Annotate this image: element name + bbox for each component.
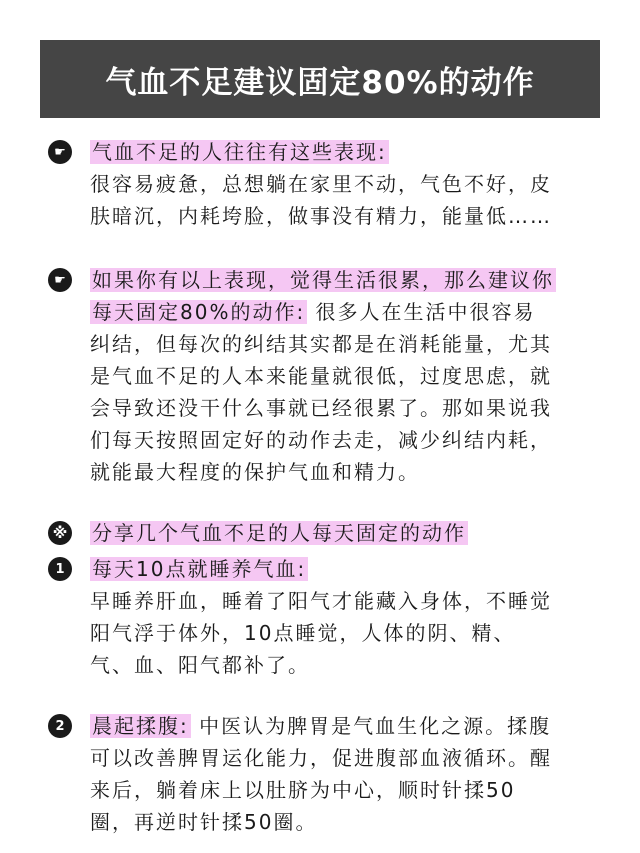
item2-line: 圈，再逆时针揉50圈。 (90, 810, 318, 834)
item1-line: 早睡养肝血，睡着了阳气才能藏入身体，不睡觉 (90, 589, 552, 613)
item2-line (90, 710, 551, 742)
pointing-hand-icon: ☛ (48, 268, 72, 292)
item2-line: 可以改善脾胃运化能力，促进腹部血液循环。醒 (90, 746, 552, 770)
section2-line: 纠结，但每次的纠结其实都是在消耗能量，尤其 (90, 332, 552, 356)
section2-line (90, 296, 536, 328)
title-banner (40, 40, 600, 118)
section2-line: 会导致还没干什么事就已经很累了。那如果说我 (90, 396, 552, 420)
number-2-icon: 2 (48, 714, 72, 738)
section2-heading-highlight: 每天固定80%的动作: (92, 300, 306, 324)
section1-heading-highlight: 气血不足的人往往有这些表现: (92, 140, 387, 164)
item1-line: 气、血、阳气都补了。 (90, 653, 310, 677)
item2-line-text: 中医认为脾胃是气血生化之源。揉腹 (190, 714, 552, 738)
section2-line-text: 很多人在生活中很容易 (307, 300, 536, 324)
item1-heading-highlight: 每天10点就睡养气血: (92, 557, 307, 581)
page-title: 气血不足建议固定80%的动作 (105, 64, 535, 101)
section3-heading-highlight: 分享几个气血不足的人每天固定的动作 (92, 521, 466, 545)
pointing-hand-icon: ☛ (48, 140, 72, 164)
section2-heading-line1 (90, 264, 556, 296)
section2-line: 们每天按照固定好的动作去走，减少纠结内耗， (90, 428, 552, 452)
section2-line: 是气血不足的人本来能量就很低，过度思虑，就 (90, 364, 552, 388)
section3-heading (90, 517, 468, 549)
item2-heading-highlight: 晨起揉腹: (92, 714, 189, 738)
section1-line: 很容易疲惫，总想躺在家里不动，气色不好，皮 (90, 172, 552, 196)
item1-line: 阳气浮于体外，10点睡觉，人体的阴、精、 (90, 621, 516, 645)
reference-mark-icon: ※ (48, 521, 72, 545)
section1-heading (90, 136, 389, 168)
section2-line: 就能最大程度的保护气血和精力。 (90, 460, 420, 484)
section1-line: 肤暗沉，内耗垮脸，做事没有精力，能量低…… (90, 204, 552, 228)
section2-heading-highlight: 如果你有以上表现，觉得生活很累，那么建议你 (92, 268, 554, 292)
number-1-icon: 1 (48, 557, 72, 581)
item2-line: 来后，躺着床上以肚脐为中心，顺时针揉50 (90, 778, 516, 802)
item1-heading (90, 553, 308, 585)
